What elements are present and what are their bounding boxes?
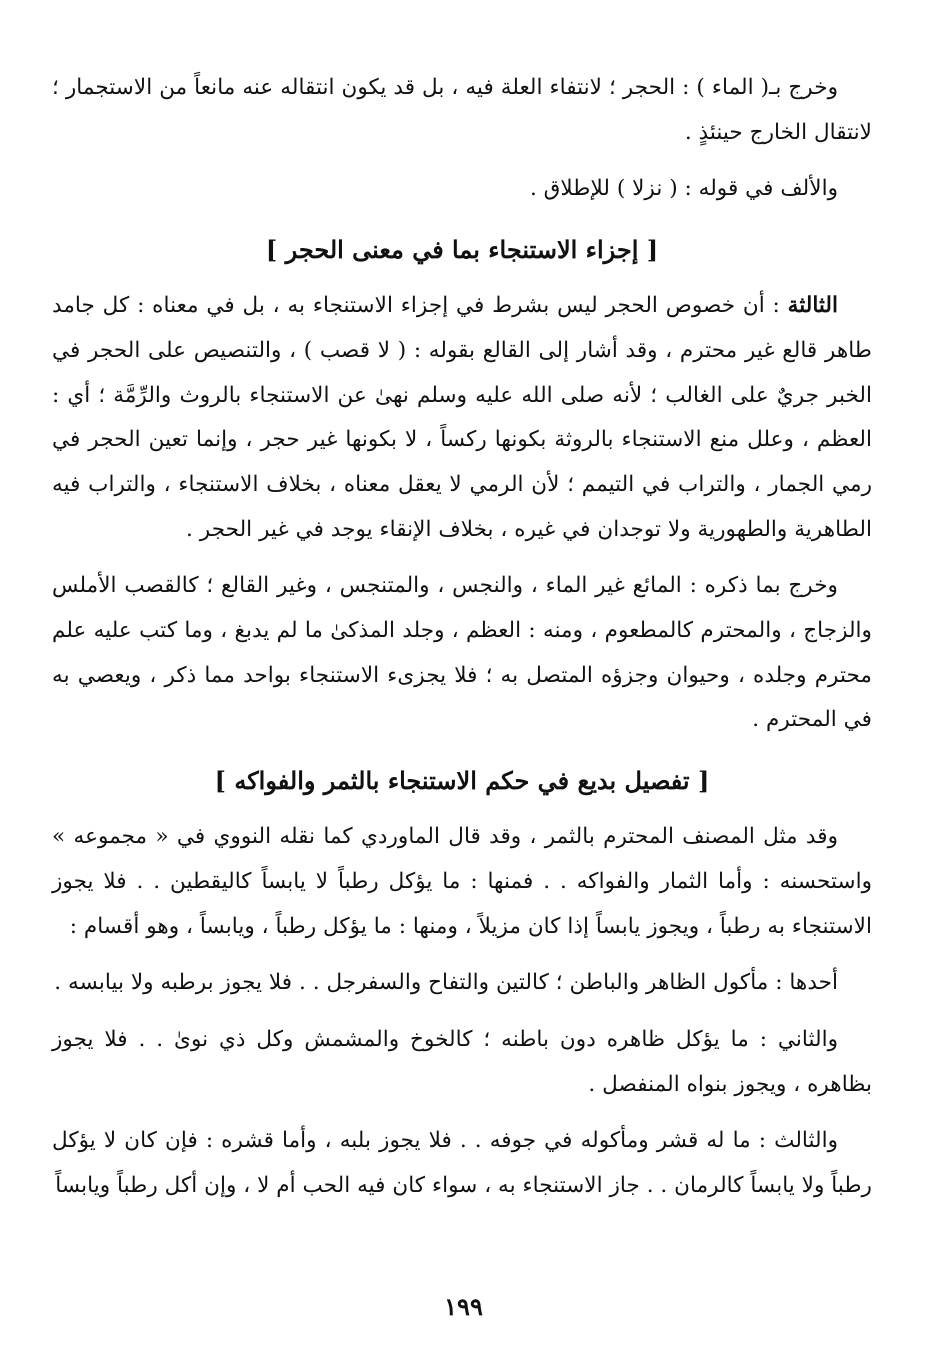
body-paragraph: وقد مثل المصنف المحترم بالثمر ، وقد قال الماوردي كما نقله النووي في « مجموعه » واستحسنه : وأما الثمار والفواكه . . فمنها : ما يؤكل رطباً لا يابساً كاليقطين . . فلا يجوز الاستنجاء به رطباً ، ويجوز يابساً إذا كان مزيلاً ، ومنها : ما يؤكل رطباً ، ويابساً ، وهو أقسام :	[52, 824, 872, 939]
body-paragraph: والثالث : ما له قشر ومأكوله في جوفه . . فلا يجوز بلبه ، وأما قشره : فإن كان لا يؤكل رطباً ولا يابساً كالرمان . . جاز الاستنجاء به ، سواء كان فيه الحب أم لا ، وإن أكل رطباً ويابساً	[52, 1128, 872, 1199]
section-heading: [ إجزاء الاستنجاء بما في معنى الحجر ]	[265, 235, 659, 265]
body-paragraph: أحدها : مأكول الظاهر والباطن ؛ كالتين والتفاح والسفرجل . . فلا يجوز برطبه ولا بيابسه .	[54, 970, 838, 996]
page-number: ١٩٩	[444, 1292, 483, 1321]
body-paragraph	[52, 284, 872, 552]
page-body	[52, 66, 872, 1221]
paragraph-lead-word: الثالثة	[787, 293, 838, 319]
paragraph-text: : أن خصوص الحجر ليس بشرط في إجزاء الاستنجاء به ، بل في معناه : كل جامد طاهر قالع غير محترم ، وقد أشار إلى القالع بقوله : ( لا قصب ) ، والتنصيص على الحجر في الخبر جريٌ على الغالب ؛ لأنه صلى الله عليه وسلم نهىٰ عن الاستنجاء بالروث والرِّمَّة ؛ أي : العظم ، وعلل منع الاستنجاء بالروثة بكونها ركساً ، لا بكونها غير حجر ، وإنما تعين الحجر في رمي الجمار ، والتراب في التيمم ؛ لأن الرمي لا يعقل معناه ، بخلاف الاستنجاء ، والتراب فيه الطاهرية والطهورية ولا توجدان في غيره ، بخلاف الإنقاء يوجد في غير الحجر .	[52, 293, 872, 542]
body-paragraph: وخرج بـ( الماء ) : الحجر ؛ لانتفاء العلة فيه ، بل قد يكون انتقاله عنه مانعاً من الاستجمار ؛ لانتقال الخارج حينئذٍ .	[52, 75, 872, 145]
body-paragraph: والألف في قوله : ( نزلا ) للإطلاق .	[529, 176, 838, 202]
body-paragraph: والثاني : ما يؤكل ظاهره دون باطنه ؛ كالخوخ والمشمش وكل ذي نوىٰ . . فلا يجوز بظاهره ، ويجوز بنواه المنفصل .	[52, 1026, 872, 1097]
body-paragraph: وخرج بما ذكره : المائع غير الماء ، والنجس ، والمتنجس ، وغير القالع ؛ كالقصب الأملس والزجاج ، والمحترم كالمطعوم ، ومنه : العظم ، وجلد المذكىٰ ما لم يدبغ ، وما كتب عليه علم محترم وجلده ، وحيوان وجزؤه المتصل به ؛ فلا يجزىء الاستنجاء بواحد مما ذكر ، ويعصي به في المحترم .	[52, 573, 872, 733]
section-heading: [ تفصيل بديع في حكم الاستنجاء بالثمر والفواكه ]	[214, 766, 710, 796]
